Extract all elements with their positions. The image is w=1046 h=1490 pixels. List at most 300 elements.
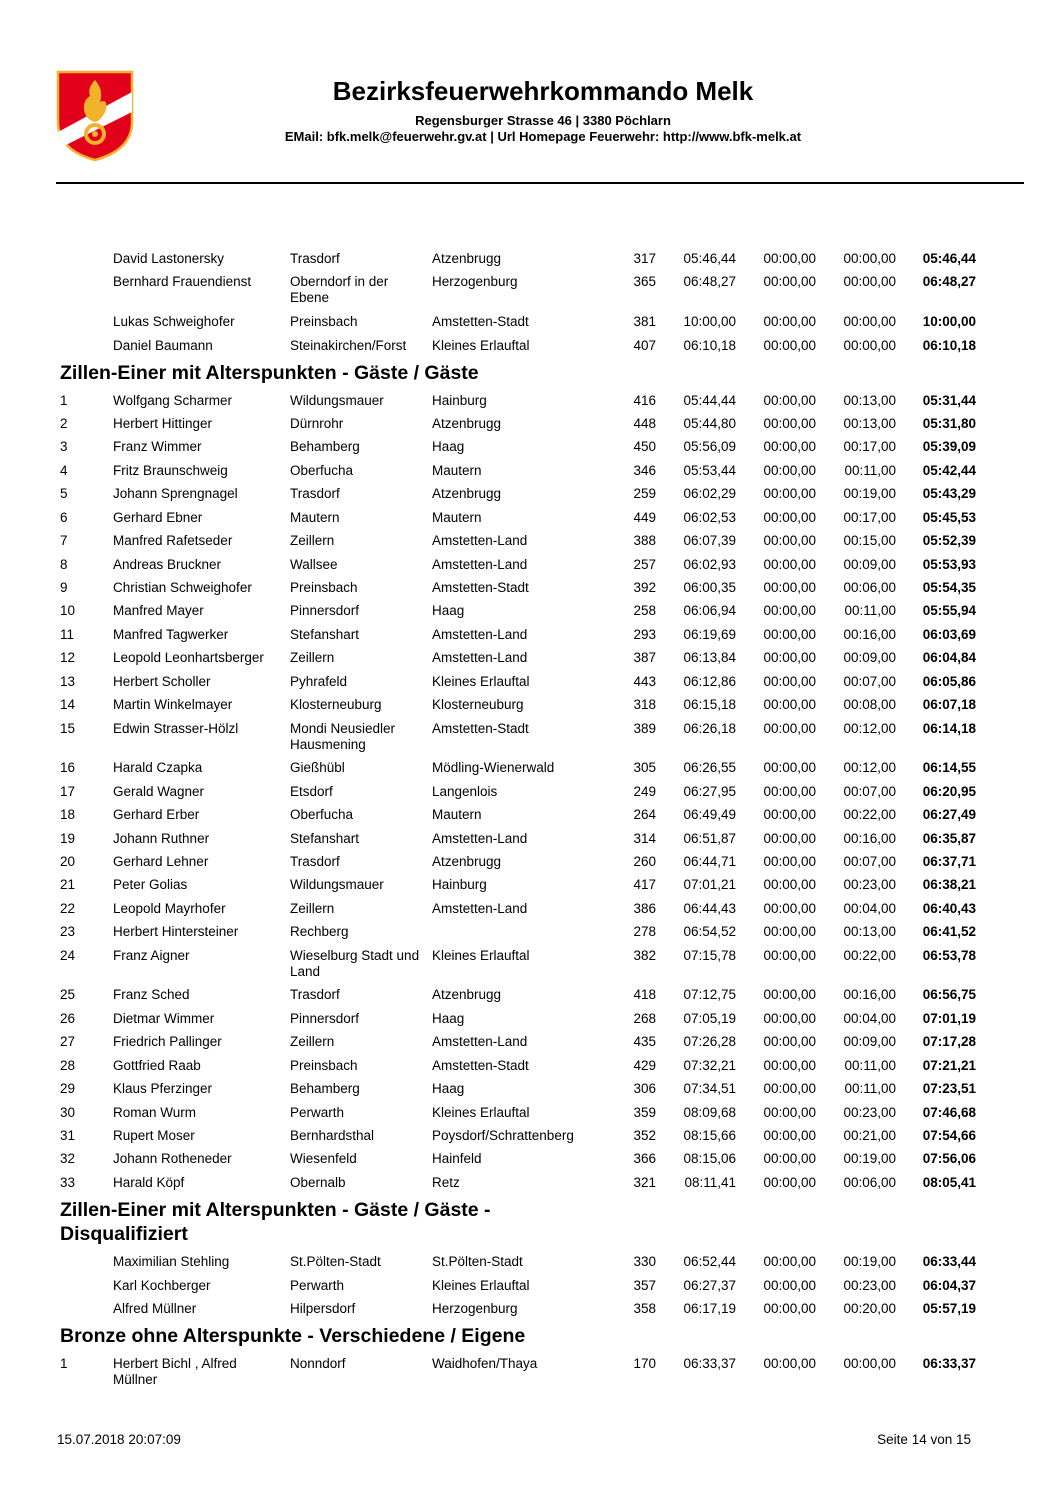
cell-district: Langenlois <box>432 784 498 799</box>
cell-name: David Lastonersky <box>113 251 225 266</box>
cell-name: Dietmar Wimmer <box>113 1011 215 1026</box>
cell-t1: 06:51,87 <box>683 831 736 846</box>
cell-rank: 16 <box>60 760 76 775</box>
cell-total: 05:31,44 <box>922 393 976 408</box>
section-heading: Bronze ohne Alterspunkte - Verschiedene / Eigene <box>60 1325 526 1347</box>
cell-t3: 00:11,00 <box>844 463 896 478</box>
cell-total: 06:56,75 <box>922 987 976 1002</box>
cell-place: Bernhardsthal <box>290 1128 375 1143</box>
cell-t1: 06:48,27 <box>683 274 736 289</box>
cell-t2: 00:00,00 <box>763 338 816 353</box>
cell-t1: 06:44,71 <box>683 854 736 869</box>
cell-t3: 00:11,00 <box>844 603 896 618</box>
cell-total: 05:39,09 <box>922 439 976 454</box>
cell-t3: 00:00,00 <box>843 251 896 266</box>
cell-rank: 23 <box>60 924 76 939</box>
cell-t3: 00:20,00 <box>843 1301 896 1316</box>
cell-name: Franz Sched <box>113 987 190 1002</box>
cell-t1: 10:00,00 <box>683 314 736 329</box>
cell-place: Pinnersdorf <box>290 603 360 618</box>
cell-rank: 21 <box>60 877 76 892</box>
organization-address: Regensburger Strasse 46 | 3380 Pöchlarn <box>415 113 671 128</box>
cell-name: Lukas Schweighofer <box>113 314 235 329</box>
cell-name: Johann Ruthner <box>113 831 210 846</box>
cell-t2: 00:00,00 <box>763 627 816 642</box>
cell-t2: 00:00,00 <box>763 1128 816 1143</box>
cell-t1: 06:19,69 <box>683 627 736 642</box>
cell-nr: 443 <box>633 674 656 689</box>
cell-name: Franz Wimmer <box>113 439 202 454</box>
cell-district: Poysdorf/Schrattenberg <box>432 1128 574 1143</box>
cell-nr: 407 <box>633 338 656 353</box>
cell-nr: 382 <box>633 948 656 963</box>
cell-nr: 259 <box>633 486 656 501</box>
cell-place: Wieselburg Stadt und Land <box>290 948 420 979</box>
cell-nr: 418 <box>633 987 656 1002</box>
cell-rank: 22 <box>60 901 76 916</box>
cell-t3: 00:16,00 <box>843 987 896 1002</box>
cell-total: 06:53,78 <box>922 948 976 963</box>
cell-nr: 317 <box>633 251 656 266</box>
section-heading: Zillen-Einer mit Alterspunkten - Gäste / Gäste <box>60 362 479 384</box>
cell-name: Martin Winkelmayer <box>113 697 233 712</box>
cell-t3: 00:17,00 <box>843 510 896 525</box>
cell-t2: 00:00,00 <box>763 924 816 939</box>
cell-nr: 249 <box>633 784 656 799</box>
cell-name: Leopold Mayrhofer <box>113 901 226 916</box>
cell-nr: 321 <box>633 1175 656 1190</box>
cell-total: 07:54,66 <box>922 1128 976 1143</box>
cell-t2: 00:00,00 <box>763 650 816 665</box>
cell-district: Herzogenburg <box>432 1301 518 1316</box>
cell-place: Behamberg <box>290 439 360 454</box>
cell-total: 05:43,29 <box>922 486 976 501</box>
cell-district: Hainburg <box>432 393 487 408</box>
cell-total: 06:04,37 <box>922 1278 976 1293</box>
cell-nr: 260 <box>633 854 656 869</box>
cell-district: Amstetten-Land <box>432 831 528 846</box>
cell-name: Franz Aigner <box>113 948 190 963</box>
cell-district: Kleines Erlauftal <box>432 1105 530 1120</box>
cell-nr: 306 <box>633 1081 656 1096</box>
cell-name: Roman Wurm <box>113 1105 197 1120</box>
cell-t3: 00:07,00 <box>843 674 896 689</box>
cell-t2: 00:00,00 <box>763 533 816 548</box>
cell-place: Steinakirchen/Forst <box>290 338 407 353</box>
cell-place: Pinnersdorf <box>290 1011 360 1026</box>
cell-name: Leopold Leonhartsberger <box>113 650 264 665</box>
cell-nr: 268 <box>633 1011 656 1026</box>
cell-district: Haag <box>432 439 465 454</box>
cell-t2: 00:00,00 <box>763 948 816 963</box>
cell-name: Manfred Tagwerker <box>113 627 229 642</box>
cell-t3: 00:13,00 <box>843 924 896 939</box>
cell-t3: 00:00,00 <box>843 274 896 289</box>
cell-t2: 00:00,00 <box>763 1034 816 1049</box>
cell-name: Johann Rotheneder <box>113 1151 232 1166</box>
cell-t2: 00:00,00 <box>763 486 816 501</box>
cell-place: Trasdorf <box>290 251 340 266</box>
cell-nr: 449 <box>633 510 656 525</box>
cell-district: Kleines Erlauftal <box>432 338 530 353</box>
cell-t2: 00:00,00 <box>763 510 816 525</box>
cell-nr: 359 <box>633 1105 656 1120</box>
cell-district: Atzenbrugg <box>432 486 502 501</box>
cell-name: Klaus Pferzinger <box>113 1081 213 1096</box>
cell-rank: 7 <box>60 533 68 548</box>
cell-nr: 388 <box>633 533 656 548</box>
cell-rank: 5 <box>60 486 68 501</box>
cell-place: Trasdorf <box>290 987 340 1002</box>
cell-t1: 05:44,44 <box>683 393 736 408</box>
cell-t2: 00:00,00 <box>763 1058 816 1073</box>
cell-place: Preinsbach <box>290 580 358 595</box>
cell-rank: 10 <box>60 603 76 618</box>
cell-t2: 00:00,00 <box>763 721 816 736</box>
cell-total: 05:55,94 <box>922 603 976 618</box>
cell-t1: 06:44,43 <box>683 901 736 916</box>
cell-t2: 00:00,00 <box>763 463 816 478</box>
cell-place: Zeillern <box>290 901 335 916</box>
cell-name: Alfred Müllner <box>113 1301 197 1316</box>
cell-name: Peter Golias <box>113 877 188 892</box>
cell-name: Gerald Wagner <box>113 784 205 799</box>
cell-place: Wallsee <box>290 557 338 572</box>
cell-rank: 26 <box>60 1011 76 1026</box>
cell-t2: 00:00,00 <box>763 416 816 431</box>
cell-place: Perwarth <box>290 1278 345 1293</box>
cell-place: Wildungsmauer <box>290 393 384 408</box>
cell-district: Amstetten-Stadt <box>432 314 529 329</box>
cell-place: Obernalb <box>290 1175 346 1190</box>
cell-nr: 257 <box>633 557 656 572</box>
cell-t1: 05:44,80 <box>683 416 736 431</box>
cell-rank: 6 <box>60 510 68 525</box>
cell-total: 06:04,84 <box>922 650 976 665</box>
cell-t1: 06:17,19 <box>683 1301 736 1316</box>
cell-t3: 00:19,00 <box>843 1254 896 1269</box>
cell-rank: 13 <box>60 674 76 689</box>
cell-place: Mondi Neusiedler Hausmening <box>290 721 396 752</box>
cell-place: Mautern <box>290 510 340 525</box>
cell-t3: 00:00,00 <box>843 338 896 353</box>
cell-total: 05:54,35 <box>922 580 976 595</box>
cell-place: Gießhübl <box>290 760 345 775</box>
cell-nr: 392 <box>633 580 656 595</box>
cell-name: Harald Köpf <box>113 1175 185 1190</box>
section-heading: Zillen-Einer mit Alterspunkten - Gäste / Gäste - Disqualifiziert <box>60 1199 491 1245</box>
cell-total: 06:37,71 <box>922 854 976 869</box>
cell-place: Etsdorf <box>290 784 333 799</box>
cell-district: Amstetten-Land <box>432 627 528 642</box>
cell-t3: 00:08,00 <box>843 697 896 712</box>
cell-district: Atzenbrugg <box>432 854 502 869</box>
cell-total: 07:01,19 <box>922 1011 976 1026</box>
cell-t1: 07:32,21 <box>683 1058 736 1073</box>
cell-place: Wiesenfeld <box>290 1151 357 1166</box>
cell-rank: 25 <box>60 987 76 1002</box>
cell-total: 07:56,06 <box>922 1151 976 1166</box>
page-number: Seite 14 von 15 <box>877 1432 971 1447</box>
cell-t2: 00:00,00 <box>763 854 816 869</box>
cell-rank: 27 <box>60 1034 76 1049</box>
cell-total: 06:10,18 <box>922 338 976 353</box>
cell-t3: 00:16,00 <box>843 627 896 642</box>
cell-total: 05:46,44 <box>922 251 976 266</box>
cell-rank: 33 <box>60 1175 76 1190</box>
cell-t1: 07:34,51 <box>683 1081 736 1096</box>
cell-district: Atzenbrugg <box>432 251 502 266</box>
cell-name: Gerhard Erber <box>113 807 200 822</box>
cell-rank: 8 <box>60 557 68 572</box>
cell-rank: 18 <box>60 807 76 822</box>
cell-t1: 05:53,44 <box>683 463 736 478</box>
cell-district: Kleines Erlauftal <box>432 1278 530 1293</box>
cell-total: 06:48,27 <box>922 274 976 289</box>
cell-name: Edwin Strasser-Hölzl <box>113 721 239 736</box>
cell-rank: 4 <box>60 463 68 478</box>
cell-name: Christian Schweighofer <box>113 580 252 595</box>
cell-t2: 00:00,00 <box>763 274 816 289</box>
cell-t3: 00:00,00 <box>843 314 896 329</box>
cell-t2: 00:00,00 <box>763 1301 816 1316</box>
header-divider <box>56 182 1024 184</box>
cell-rank: 17 <box>60 784 76 799</box>
cell-t2: 00:00,00 <box>763 697 816 712</box>
cell-t3: 00:04,00 <box>843 1011 896 1026</box>
cell-rank: 31 <box>60 1128 76 1143</box>
cell-place: Oberfucha <box>290 807 354 822</box>
cell-district: Kleines Erlauftal <box>432 948 530 963</box>
cell-total: 08:05,41 <box>922 1175 976 1190</box>
cell-nr: 358 <box>633 1301 656 1316</box>
cell-t2: 00:00,00 <box>763 674 816 689</box>
cell-name: Andreas Bruckner <box>113 557 222 572</box>
cell-t1: 06:06,94 <box>683 603 736 618</box>
cell-rank: 24 <box>60 948 76 963</box>
cell-t3: 00:16,00 <box>843 831 896 846</box>
cell-district: Retz <box>432 1175 460 1190</box>
cell-nr: 416 <box>633 393 656 408</box>
cell-nr: 417 <box>633 877 656 892</box>
cell-place: Rechberg <box>290 924 349 939</box>
cell-t1: 06:02,53 <box>683 510 736 525</box>
cell-place: Preinsbach <box>290 314 358 329</box>
cell-t3: 00:06,00 <box>843 1175 896 1190</box>
cell-nr: 170 <box>633 1356 656 1371</box>
cell-rank: 19 <box>60 831 76 846</box>
cell-nr: 258 <box>633 603 656 618</box>
cell-t3: 00:22,00 <box>843 807 896 822</box>
cell-district: Mautern <box>432 510 482 525</box>
cell-t1: 08:09,68 <box>683 1105 736 1120</box>
cell-t3: 00:19,00 <box>843 1151 896 1166</box>
cell-district: Hainburg <box>432 877 487 892</box>
cell-place: Wildungsmauer <box>290 877 384 892</box>
cell-total: 06:33,44 <box>922 1254 976 1269</box>
cell-t2: 00:00,00 <box>763 987 816 1002</box>
cell-t1: 06:26,55 <box>683 760 736 775</box>
cell-rank: 12 <box>60 650 76 665</box>
cell-rank: 9 <box>60 580 68 595</box>
cell-t3: 00:09,00 <box>843 557 896 572</box>
organization-title: Bezirksfeuerwehrkommando Melk <box>332 76 754 106</box>
cell-t2: 00:00,00 <box>763 1356 816 1371</box>
cell-t2: 00:00,00 <box>763 784 816 799</box>
cell-t3: 00:07,00 <box>843 854 896 869</box>
cell-t1: 07:15,78 <box>683 948 736 963</box>
cell-name: Friedrich Pallinger <box>113 1034 222 1049</box>
cell-t1: 06:02,93 <box>683 557 736 572</box>
cell-district: Herzogenburg <box>432 274 518 289</box>
cell-place: Nonndorf <box>290 1356 346 1371</box>
cell-name: Gottfried Raab <box>113 1058 201 1073</box>
cell-t3: 00:11,00 <box>844 1081 896 1096</box>
cell-name: Gerhard Ebner <box>113 510 203 525</box>
cell-t1: 06:13,84 <box>683 650 736 665</box>
cell-nr: 448 <box>633 416 656 431</box>
cell-t3: 00:17,00 <box>843 439 896 454</box>
cell-name: Herbert Scholler <box>113 674 211 689</box>
cell-nr: 450 <box>633 439 656 454</box>
cell-rank: 3 <box>60 439 68 454</box>
cell-place: Trasdorf <box>290 854 340 869</box>
cell-t2: 00:00,00 <box>763 1105 816 1120</box>
organization-contact: EMail: bfk.melk@feuerwehr.gv.at | Url Homepage Feuerwehr: http://www.bfk-melk.at <box>284 129 802 144</box>
cell-t3: 00:07,00 <box>843 784 896 799</box>
cell-t1: 08:15,06 <box>683 1151 736 1166</box>
cell-t1: 06:33,37 <box>683 1356 736 1371</box>
cell-name: Johann Sprengnagel <box>113 486 238 501</box>
cell-t2: 00:00,00 <box>763 877 816 892</box>
cell-nr: 305 <box>633 760 656 775</box>
cell-t1: 08:11,41 <box>684 1175 736 1190</box>
cell-place: Perwarth <box>290 1105 345 1120</box>
cell-t3: 00:22,00 <box>843 948 896 963</box>
cell-name: Karl Kochberger <box>113 1278 211 1293</box>
cell-district: Hainfeld <box>432 1151 482 1166</box>
cell-place: Zeillern <box>290 1034 335 1049</box>
cell-rank: 29 <box>60 1081 76 1096</box>
cell-total: 05:53,93 <box>922 557 976 572</box>
cell-name: Wolfgang Scharmer <box>113 393 233 408</box>
cell-t3: 00:15,00 <box>843 533 896 548</box>
cell-rank: 20 <box>60 854 76 869</box>
cell-t2: 00:00,00 <box>763 1081 816 1096</box>
cell-rank: 1 <box>60 393 68 408</box>
cell-t1: 06:52,44 <box>683 1254 736 1269</box>
cell-name: Daniel Baumann <box>113 338 213 353</box>
cell-total: 06:07,18 <box>922 697 976 712</box>
cell-nr: 314 <box>633 831 656 846</box>
cell-district: Amstetten-Land <box>432 533 528 548</box>
cell-name: Rupert Moser <box>113 1128 195 1143</box>
cell-t3: 00:09,00 <box>843 650 896 665</box>
cell-t3: 00:23,00 <box>843 877 896 892</box>
cell-t2: 00:00,00 <box>763 557 816 572</box>
cell-place: Oberndorf in der Ebene <box>290 274 389 305</box>
cell-t1: 06:07,39 <box>683 533 736 548</box>
cell-t1: 06:12,86 <box>683 674 736 689</box>
cell-district: Waidhofen/Thaya <box>432 1356 538 1371</box>
cell-nr: 264 <box>633 807 656 822</box>
cell-district: Mautern <box>432 463 482 478</box>
cell-nr: 386 <box>633 901 656 916</box>
cell-t2: 00:00,00 <box>763 901 816 916</box>
cell-nr: 389 <box>633 721 656 736</box>
cell-t3: 00:11,00 <box>844 1058 896 1073</box>
cell-total: 05:57,19 <box>922 1301 976 1316</box>
cell-total: 06:14,18 <box>922 721 976 736</box>
cell-nr: 366 <box>633 1151 656 1166</box>
cell-t1: 05:56,09 <box>683 439 736 454</box>
cell-district: Amstetten-Stadt <box>432 721 529 736</box>
cell-rank: 2 <box>60 416 68 431</box>
cell-total: 05:31,80 <box>922 416 976 431</box>
cell-t2: 00:00,00 <box>763 760 816 775</box>
cell-place: Stefanshart <box>290 627 360 642</box>
cell-district: Haag <box>432 1011 465 1026</box>
cell-t1: 06:27,37 <box>683 1278 736 1293</box>
cell-total: 07:17,28 <box>922 1034 976 1049</box>
cell-district: Amstetten-Stadt <box>432 580 529 595</box>
cell-place: Hilpersdorf <box>290 1301 356 1316</box>
cell-nr: 365 <box>633 274 656 289</box>
cell-district: St.Pölten-Stadt <box>432 1254 523 1269</box>
cell-name: Manfred Rafetseder <box>113 533 233 548</box>
cell-total: 07:46,68 <box>922 1105 976 1120</box>
cell-nr: 330 <box>633 1254 656 1269</box>
cell-t1: 06:02,29 <box>683 486 736 501</box>
cell-district: Klosterneuburg <box>432 697 524 712</box>
cell-nr: 293 <box>633 627 656 642</box>
cell-district: Amstetten-Land <box>432 901 528 916</box>
cell-name: Maximilian Stehling <box>113 1254 230 1269</box>
cell-t2: 00:00,00 <box>763 1011 816 1026</box>
cell-t1: 07:12,75 <box>683 987 736 1002</box>
cell-total: 06:03,69 <box>922 627 976 642</box>
cell-t2: 00:00,00 <box>763 393 816 408</box>
cell-rank: 15 <box>60 721 76 736</box>
cell-place: Preinsbach <box>290 1058 358 1073</box>
cell-total: 06:27,49 <box>922 807 976 822</box>
cell-t3: 00:21,00 <box>843 1128 896 1143</box>
cell-t1: 06:27,95 <box>683 784 736 799</box>
cell-total: 07:21,21 <box>922 1058 976 1073</box>
cell-nr: 381 <box>633 314 656 329</box>
cell-t2: 00:00,00 <box>763 1151 816 1166</box>
cell-place: Zeillern <box>290 650 335 665</box>
cell-total: 06:05,86 <box>922 674 976 689</box>
cell-t2: 00:00,00 <box>763 1175 816 1190</box>
cell-name: Herbert Bichl , Alfred Müllner <box>113 1356 237 1387</box>
cell-t1: 06:00,35 <box>683 580 736 595</box>
cell-name: Bernhard Frauendienst <box>113 274 252 289</box>
cell-t1: 07:01,21 <box>683 877 736 892</box>
cell-district: Mödling-Wienerwald <box>432 760 555 775</box>
cell-total: 06:14,55 <box>922 760 976 775</box>
cell-nr: 357 <box>633 1278 656 1293</box>
cell-t3: 00:19,00 <box>843 486 896 501</box>
cell-district: Amstetten-Land <box>432 557 528 572</box>
cell-name: Herbert Hittinger <box>113 416 213 431</box>
cell-t3: 00:04,00 <box>843 901 896 916</box>
cell-t3: 00:13,00 <box>843 416 896 431</box>
cell-rank: 32 <box>60 1151 76 1166</box>
cell-name: Harald Czapka <box>113 760 203 775</box>
cell-t3: 00:23,00 <box>843 1278 896 1293</box>
cell-nr: 435 <box>633 1034 656 1049</box>
